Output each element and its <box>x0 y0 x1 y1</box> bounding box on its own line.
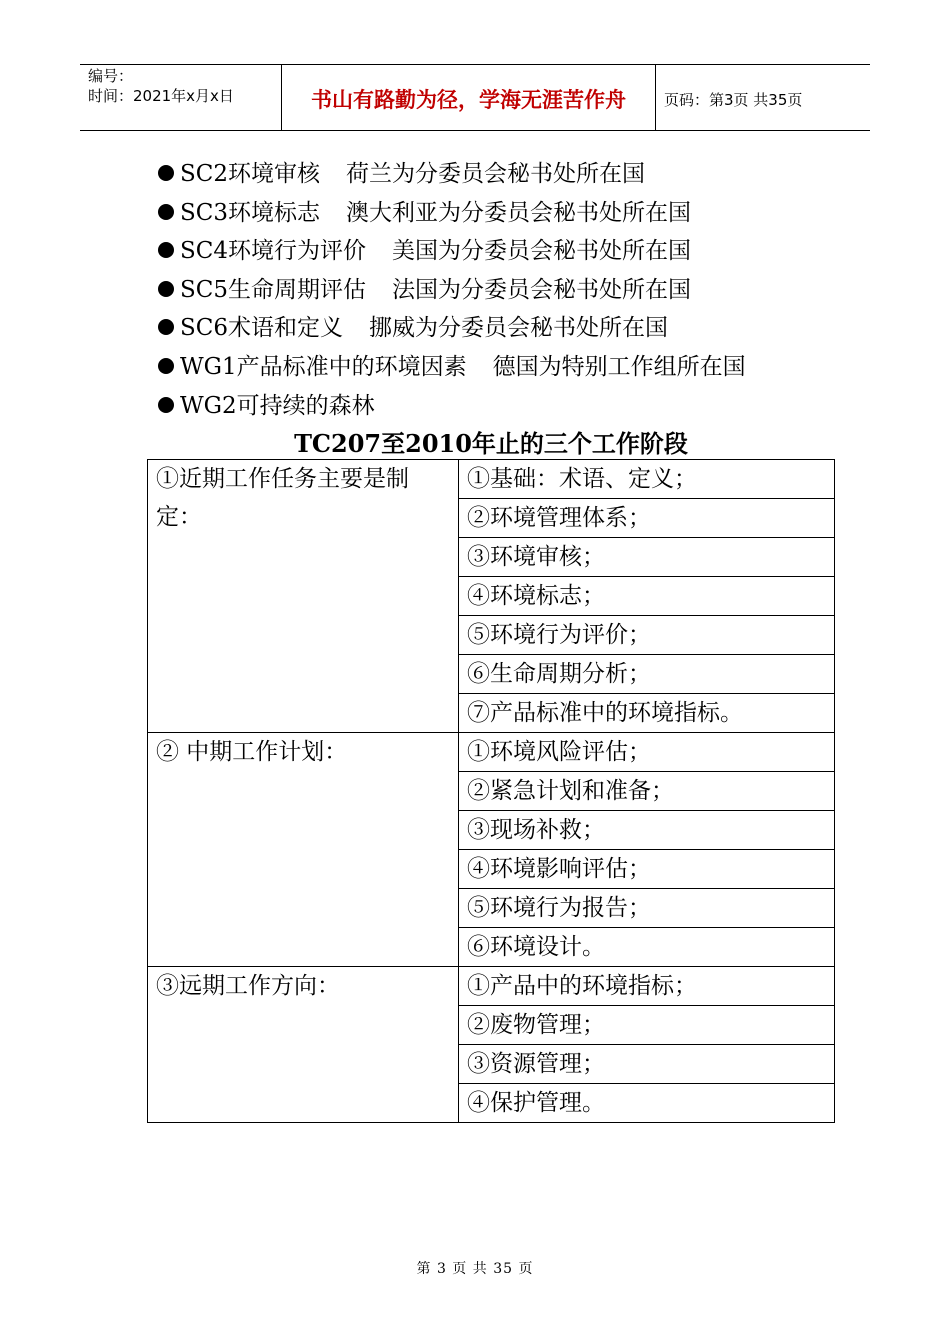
table-title: TC207至2010年止的三个工作阶段 <box>294 429 688 458</box>
item-name: 可持续的森林 <box>236 392 375 419</box>
bullet-icon <box>158 165 174 181</box>
phase-item: ③资源管理； <box>459 1045 835 1084</box>
list-item <box>158 233 746 272</box>
list-item <box>158 156 746 195</box>
item-note: 美国为分委员会秘书处所在国 <box>392 238 691 265</box>
bullet-icon <box>158 242 174 258</box>
phase-item: ⑦产品标准中的环境指标。 <box>459 694 835 733</box>
phase-item: ②废物管理； <box>459 1006 835 1045</box>
bullet-icon <box>158 397 174 413</box>
list-item <box>158 388 746 427</box>
committee-list <box>158 156 746 426</box>
list-item <box>158 195 746 234</box>
bullet-icon <box>158 358 174 374</box>
phase-item: ④保护管理。 <box>459 1084 835 1123</box>
table-row <box>148 733 835 772</box>
table-row <box>148 460 835 499</box>
phase-item: ⑥生命周期分析； <box>459 655 835 694</box>
item-name: 产品标准中的环境因素 <box>236 353 467 380</box>
item-code: SC5 <box>180 276 228 303</box>
item-note: 澳大利亚为分委员会秘书处所在国 <box>346 199 691 226</box>
item-name: 术语和定义 <box>228 315 343 342</box>
header-bottom-rule <box>80 130 870 131</box>
item-note: 挪威为分委员会秘书处所在国 <box>369 315 668 342</box>
item-code: SC3 <box>180 199 228 226</box>
item-note: 德国为特别工作组所在国 <box>492 353 746 380</box>
list-item <box>158 349 746 388</box>
item-code: WG2 <box>180 392 237 419</box>
bullet-icon <box>158 281 174 297</box>
item-name: 生命周期评估 <box>228 276 366 303</box>
phase-item: ①基础：术语、定义； <box>459 460 835 499</box>
item-name: 环境标志 <box>228 199 320 226</box>
phase-label: ③远期工作方向： <box>148 967 459 1123</box>
phase-item: ②紧急计划和准备； <box>459 772 835 811</box>
list-item <box>158 272 746 311</box>
phase-item: ③现场补救； <box>459 811 835 850</box>
phase-item: ②环境管理体系； <box>459 499 835 538</box>
item-code: WG1 <box>180 353 237 380</box>
time-label: 时间：2021年x月x日 <box>88 87 234 105</box>
item-code: SC6 <box>180 315 228 342</box>
header-page-info: 页码：第3页 共35页 <box>664 91 803 109</box>
phase-label: ①近期工作任务主要是制定： <box>148 460 459 733</box>
phase-item: ④环境标志； <box>459 577 835 616</box>
item-note: 荷兰为分委员会秘书处所在国 <box>346 161 645 187</box>
bullet-icon <box>158 319 174 335</box>
header-top-rule <box>80 64 870 65</box>
phase-item: ⑤环境行为报告； <box>459 889 835 928</box>
header-motto: 书山有路勤为径，学海无涯苦作舟 <box>311 88 626 112</box>
serial-label: 编号： <box>88 67 134 85</box>
work-phase-table <box>147 459 835 1123</box>
header-left <box>88 66 234 106</box>
item-note: 法国为分委员会秘书处所在国 <box>392 276 691 303</box>
phase-item: ①产品中的环境指标； <box>459 967 835 1006</box>
header-divider <box>655 64 656 131</box>
phase-item: ⑥环境设计。 <box>459 928 835 967</box>
item-code: SC2 <box>180 161 228 187</box>
table-row <box>148 967 835 1006</box>
item-name: 环境审核 <box>228 161 320 187</box>
phase-item: ⑤环境行为评价； <box>459 616 835 655</box>
phase-item: ④环境影响评估； <box>459 850 835 889</box>
list-item <box>158 310 746 349</box>
phase-item: ③环境审核； <box>459 538 835 577</box>
item-code: SC4 <box>180 238 228 265</box>
bullet-icon <box>158 204 174 220</box>
page-footer: 第 3 页 共 35 页 <box>416 1261 534 1277</box>
phase-item: ①环境风险评估； <box>459 733 835 772</box>
phase-label: ② 中期工作计划： <box>148 733 459 967</box>
item-name: 环境行为评价 <box>228 238 366 265</box>
